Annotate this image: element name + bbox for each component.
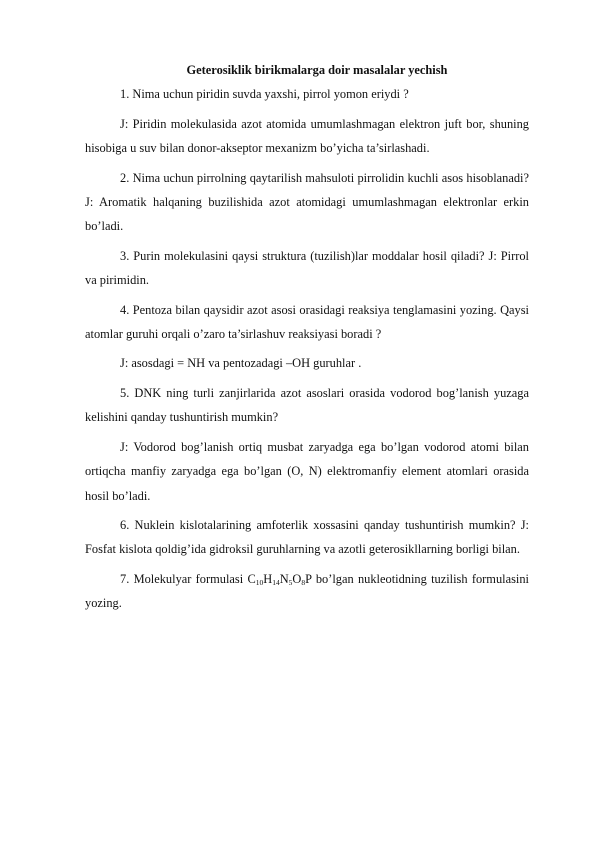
- document-body: [85, 58, 529, 616]
- answer-5: J: Vodorod bog’lanish ortiq musbat zaryadga ega bo’lgan vodorod atomi bilan ortiqcha manfiy zaryadga ega bo’lgan (O, N) elektromanfiy element atomlari orasida hosil bo’ladi.: [85, 439, 529, 503]
- question-4: 4. Pentoza bilan qaysidir azot asosi orasidagi reaksiya tenglamasini yozing. Qaysi atomlar guruhi orqali o’zaro ta’sirlashuv reaksiyasi boradi ?: [85, 302, 529, 342]
- oxygen-subscript: 8: [301, 577, 306, 587]
- nitrogen-subscript: 5: [288, 577, 293, 587]
- answer-1: J: Piridin molekulasida azot atomida umumlashmagan elektron juft bor, shuning hisobiga u suv bilan donor-akseptor mexanizm bo’yicha ta’sirlashadi.: [85, 116, 529, 156]
- document-title: Geterosiklik birikmalarga doir masalalar yechish: [186, 63, 448, 77]
- question-5: 5. DNK ning turli zanjirlarida azot asoslari orasida vodorod bog’lanish yuzaga kelishini qanday tushuntirish mumkin?: [85, 385, 529, 425]
- nitrogen-symbol: N: [279, 571, 289, 586]
- question-answer-2: 2. Nima uchun pirrolning qaytarilish mahsuloti pirrolidin kuchli asos hisoblanadi? J: Aromatik halqaning buzilishida azot atomidagi umumlashmagan elektronlar erkin bo’ladi.: [85, 170, 529, 234]
- hydrogen-subscript: 14: [272, 577, 280, 587]
- oxygen-symbol: O: [292, 571, 302, 586]
- question-1: 1. Nima uchun piridin suvda yaxshi, pirrol yomon eriydi ?: [120, 87, 409, 102]
- question-answer-6: 6. Nuklein kislotalarining amfoterlik xossasini qanday tushuntirish mumkin? J: Fosfat kislota qoldig’ida gidroksil guruhlarning va azotli geterosikllarning borligi bilan.: [85, 517, 529, 557]
- carbon-subscript: 10: [255, 577, 264, 587]
- question-7-tail: bo’lgan nukleotidning tuzilish formulasini yozing.: [85, 571, 529, 611]
- question-answer-3: 3. Purin molekulasini qaysi struktura (tuzilish)lar moddalar hosil qiladi? J: Pirrol va pirimidin.: [85, 248, 529, 288]
- answer-4: J: asosdagi = NH va pentozadagi –OH guruhlar .: [120, 356, 362, 371]
- question-7: [85, 567, 529, 616]
- question-7-lead: 7. Molekulyar formulasi C: [120, 571, 256, 586]
- hydrogen-symbol: H: [263, 571, 273, 586]
- phosphorus-symbol: P: [305, 571, 312, 586]
